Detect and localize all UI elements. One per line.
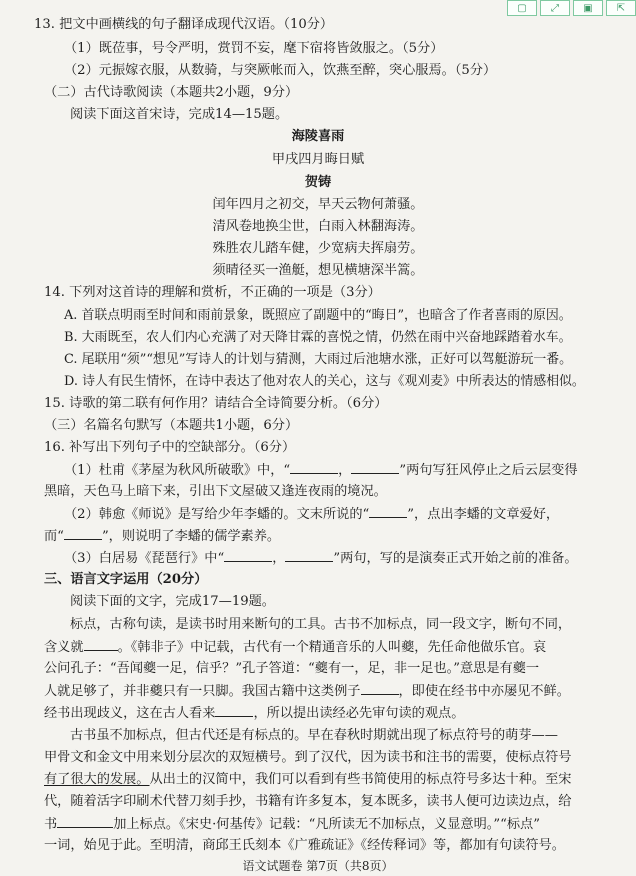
q14-option-d: D. 诗人有民生情怀，在诗中表达了他对农人的关心，这与《观刈麦》中所表达的情感相似。 — [64, 374, 585, 389]
poem-line-3: 殊胜农儿踏车健，少宽病夫挥扇劳。 — [212, 241, 424, 256]
section-poetry-title: （二）古代诗歌阅读（本题共2小题，9分） — [44, 85, 299, 100]
q13-item-1: （1）既莅事，号令严明，赏罚不妄，麾下宿将皆敛服之。（5分） — [64, 41, 444, 56]
passage-line: 人就足够了，并非夔只有一只脚。我国古籍中这类例子 ，即使在经书中亦屡见不鲜。 — [44, 684, 570, 699]
passage-line: 经书出现歧义，这在古人看来 ，所以提出读经必先审句读的观点。 — [44, 706, 465, 721]
q16-title: 16. 补写出下列句子中的空缺部分。（6分） — [44, 440, 296, 455]
answer-blank[interactable] — [290, 461, 338, 474]
q14-option-a: A. 首联点明雨至时间和雨前景象，既照应了副题中的“晦日”，也暗含了作者喜雨的原因。 — [64, 308, 572, 323]
doc-icon[interactable]: ▢ — [507, 0, 537, 16]
answer-blank[interactable] — [361, 682, 399, 695]
answer-blank[interactable] — [84, 638, 118, 651]
section-language-title: 三、语言文字运用（20分） — [44, 572, 208, 587]
passage-line: 公问孔子：“吾闻夔一足，信乎？”孔子答道：“夔有一，足，非一足也。”意思是有夔一 — [44, 661, 540, 676]
poem-line-4: 须晴径买一渔艇，想见横塘深半篙。 — [212, 263, 424, 278]
poem-title: 海陵喜雨 — [291, 129, 345, 144]
q16-item-3: （3）白居易《琵琶行》中“ ， ”两句，写的是演奏正式开始之前的准备。 — [64, 551, 578, 566]
passage-line: 标点，古称句读，是读书时用来断句的工具。古书不加标点，同一段文字，断句不同， — [70, 617, 572, 632]
section-dictation-title: （三）名篇名句默写（本题共1小题，6分） — [44, 418, 299, 433]
answer-blank[interactable] — [224, 549, 272, 562]
poem-line-1: 闰年四月之初交，早天云物何萧骚。 — [212, 197, 424, 212]
q14-option-c: C. 尾联用“须”“想见”写诗人的计划与猜测，大雨过后池塘水涨，正好可以驾艇游玩一番。 — [64, 352, 573, 367]
q16-item-1: （1）杜甫《茅屋为秋风所破歌》中，“ ， ”两句写狂风停止之后云层变得 — [64, 463, 578, 478]
answer-blank[interactable] — [215, 704, 253, 717]
underlined-sentence: 有了很大的发展。 — [44, 772, 150, 787]
poetry-intro: 阅读下面这首宋诗，完成14—15题。 — [70, 107, 289, 122]
passage-line: 甲骨文和金文中用来划分层次的双短横号。到了汉代，因为读书和注书的需要，使标点符号 — [44, 750, 572, 765]
expand-icon[interactable]: ⤢ — [540, 0, 570, 16]
passage-line: 一词，始见于此。至明清，商邱王氏刻本《广雅疏证》《经传释词》等，都加有句读符号。 — [44, 838, 565, 853]
passage-line: 有了很大的发展。从出土的汉简中，我们可以看到有些书简使用的标点符号多达十种。至宋 — [44, 772, 572, 787]
poem-line-2: 清风卷地换尘世，白雨入林翻海涛。 — [212, 219, 424, 234]
q14-option-b: B. 大雨既至，农人们内心充满了对天降甘霖的喜悦之情，仍然在雨中兴奋地踩踏着水车。 — [64, 330, 572, 345]
passage-line: 代，随着活字印刷术代替刀刻手抄，书籍有许多复本，复本既多，读书人便可边读边点，给 — [44, 794, 572, 809]
poem-author: 贺铸 — [304, 175, 332, 190]
q15-title: 15. 诗歌的第二联有何作用？请结合全诗简要分析。（6分） — [44, 396, 388, 411]
q13-title: 13. 把文中画横线的句子翻译成现代汉语。（10分） — [34, 17, 334, 32]
export-icon[interactable]: ⇱ — [606, 0, 636, 16]
answer-blank[interactable] — [351, 461, 399, 474]
passage-line: 书 加上标点。《宋史·何基传》记载：“凡所读无不加标点，义显意明。”“标点” — [44, 817, 540, 832]
q13-item-2: （2）元振嫁衣服，从数骑，与突厥帐而入，饮燕至醉，突心服焉。（5分） — [64, 63, 497, 78]
answer-blank[interactable] — [64, 527, 102, 540]
answer-blank[interactable] — [285, 549, 333, 562]
passage-line: 古书虽不加标点，但古代还是有标点的。早在春秋时期就出现了标点符号的萌芽—— — [70, 728, 558, 743]
answer-blank[interactable] — [57, 815, 113, 828]
answer-blank[interactable] — [369, 505, 407, 518]
language-intro: 阅读下面的文字，完成17—19题。 — [70, 594, 275, 609]
q16-item-2: （2）韩愈《师说》是写给少年李蟠的。文末所说的“ ”，点出李蟠的文章爱好， — [64, 507, 560, 522]
passage-line: 含义就 。《韩非子》中记载，古代有一个精通音乐的人叫夔，先任命他做乐官。哀 — [44, 640, 547, 655]
toolbar — [507, 0, 636, 16]
poem-subtitle: 甲戌四月晦日赋 — [271, 152, 365, 167]
q14-title: 14. 下列对这首诗的理解和赏析，不正确的一项是（3分） — [44, 285, 381, 300]
page-footer: 语文试题卷 第7页（共8页） — [242, 859, 394, 873]
q16-item-2-cont: 而“ ”，则说明了李蟠的儒学素养。 — [44, 529, 281, 544]
save-icon[interactable]: ▣ — [573, 0, 603, 16]
q16-item-1-cont: 黑暗，天色马上暗下来，引出下文屋破又逢连夜雨的境况。 — [44, 484, 387, 499]
